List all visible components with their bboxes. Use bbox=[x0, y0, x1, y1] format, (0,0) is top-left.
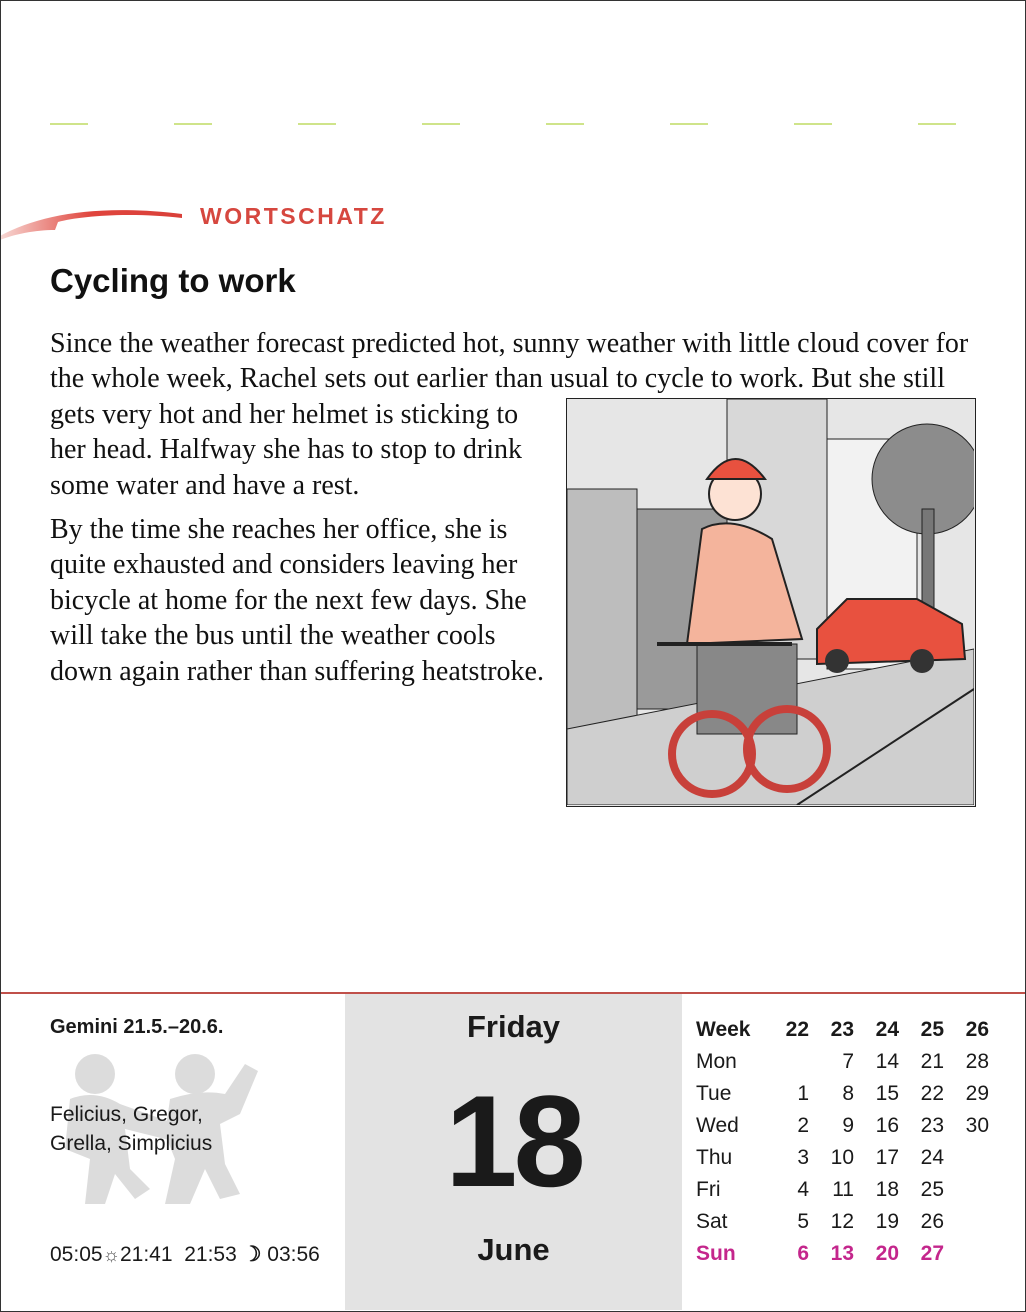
weekday-label: Tue bbox=[696, 1082, 732, 1105]
calendar-day: 27 bbox=[920, 1242, 944, 1265]
sunset: 21:41 bbox=[119, 1243, 173, 1266]
calendar-day: 11 bbox=[832, 1178, 854, 1201]
calendar-day: 29 bbox=[965, 1082, 989, 1105]
weekday-label: Sat bbox=[696, 1210, 728, 1233]
calendar-day: 17 bbox=[875, 1146, 899, 1169]
week-number: 23 bbox=[830, 1018, 854, 1041]
calendar-day: 28 bbox=[965, 1050, 989, 1073]
calendar-day bbox=[944, 1238, 989, 1270]
article-body bbox=[50, 326, 976, 807]
month: June bbox=[477, 1232, 550, 1267]
weekday-label: Wed bbox=[696, 1114, 739, 1137]
paragraph: Since the weather forecast predicted hot, sunny weather with little cloud cover for the whole week, Rachel sets out earlier than usual to cycle to work. But she still gets very hot and her helmet is sticking to her head. Halfway she has to stop to drink some water and have a rest. bbox=[50, 328, 969, 501]
calendar-day: 4 bbox=[797, 1178, 809, 1201]
month-calendar bbox=[682, 994, 1026, 1310]
sunrise: 05:05 bbox=[50, 1243, 103, 1266]
sun-icon: ☼ bbox=[102, 1245, 120, 1266]
calendar-day bbox=[944, 1142, 989, 1174]
calendar-day: 14 bbox=[875, 1050, 899, 1073]
weekday-label: Mon bbox=[696, 1050, 737, 1073]
calendar-day: 8 bbox=[842, 1082, 854, 1105]
calendar-table bbox=[696, 1014, 989, 1270]
calendar-row bbox=[696, 1174, 989, 1206]
moonrise: 21:53 bbox=[184, 1243, 237, 1266]
calendar-day: 2 bbox=[797, 1114, 809, 1137]
calendar-day bbox=[764, 1046, 809, 1078]
calendar-day: 18 bbox=[875, 1178, 899, 1201]
week-number: 25 bbox=[920, 1018, 944, 1041]
weekday-label: Thu bbox=[696, 1146, 733, 1169]
calendar-header-row bbox=[696, 1014, 989, 1046]
week-number: 24 bbox=[875, 1018, 899, 1041]
calendar-day: 23 bbox=[920, 1114, 944, 1137]
calendar-day: 10 bbox=[830, 1146, 854, 1169]
weekday: Friday bbox=[466, 1009, 561, 1044]
calendar-row bbox=[696, 1110, 989, 1142]
calendar-day: 30 bbox=[965, 1114, 989, 1137]
calendar-day: 6 bbox=[797, 1242, 809, 1265]
swoosh-icon bbox=[0, 200, 185, 242]
article-title: Cycling to work bbox=[50, 262, 296, 299]
weekday-label: Sun bbox=[696, 1242, 736, 1265]
calendar-day bbox=[944, 1174, 989, 1206]
date-panel bbox=[345, 994, 682, 1310]
calendar-row bbox=[696, 1206, 989, 1238]
calendar-day: 15 bbox=[875, 1082, 899, 1105]
moonset: 03:56 bbox=[267, 1243, 320, 1266]
calendar-day: 13 bbox=[830, 1242, 854, 1265]
calendar-day: 26 bbox=[920, 1210, 944, 1233]
calendar-day: 20 bbox=[875, 1242, 899, 1265]
moon-icon: ☽ bbox=[242, 1243, 262, 1266]
calendar-day: 9 bbox=[842, 1114, 854, 1137]
calendar-day: 19 bbox=[875, 1210, 899, 1233]
calendar-day bbox=[944, 1206, 989, 1238]
week-number: 22 bbox=[785, 1018, 809, 1041]
week-number: 26 bbox=[965, 1018, 989, 1041]
paragraph: By the time she reaches her office, she is quite exhausted and considers leaving her bicycle at home for the next few days. She will take the bus until the weather cools down again rather than suffering heatstroke. bbox=[50, 514, 544, 687]
sun-moon-times bbox=[50, 1242, 320, 1267]
calendar-row bbox=[696, 1142, 989, 1174]
calendar-day: 3 bbox=[797, 1146, 809, 1169]
name-days: Felicius, Gregor, Grella, Simplicius bbox=[50, 1103, 213, 1155]
weekday-label: Fri bbox=[696, 1178, 721, 1201]
calendar-row bbox=[696, 1046, 989, 1078]
calendar-day: 25 bbox=[920, 1178, 944, 1201]
day-number: 18 bbox=[445, 1068, 582, 1214]
calendar-day: 1 bbox=[797, 1082, 809, 1105]
day-info bbox=[0, 994, 345, 1310]
calendar-day: 5 bbox=[797, 1210, 809, 1233]
week-label: Week bbox=[696, 1018, 751, 1041]
calendar-day: 16 bbox=[875, 1114, 899, 1137]
calendar-day: 12 bbox=[830, 1210, 854, 1233]
calendar-row bbox=[696, 1238, 989, 1270]
zodiac-sign: Gemini 21.5.–20.6. bbox=[50, 1016, 224, 1038]
calendar-day: 24 bbox=[920, 1146, 944, 1169]
calendar-day: 7 bbox=[842, 1050, 854, 1073]
calendar-day: 21 bbox=[920, 1050, 944, 1073]
calendar-row bbox=[696, 1078, 989, 1110]
cut-line bbox=[0, 123, 1026, 125]
calendar-day: 22 bbox=[920, 1082, 944, 1105]
section-label: WORTSCHATZ bbox=[200, 203, 387, 229]
cyclist-illustration bbox=[566, 398, 976, 807]
